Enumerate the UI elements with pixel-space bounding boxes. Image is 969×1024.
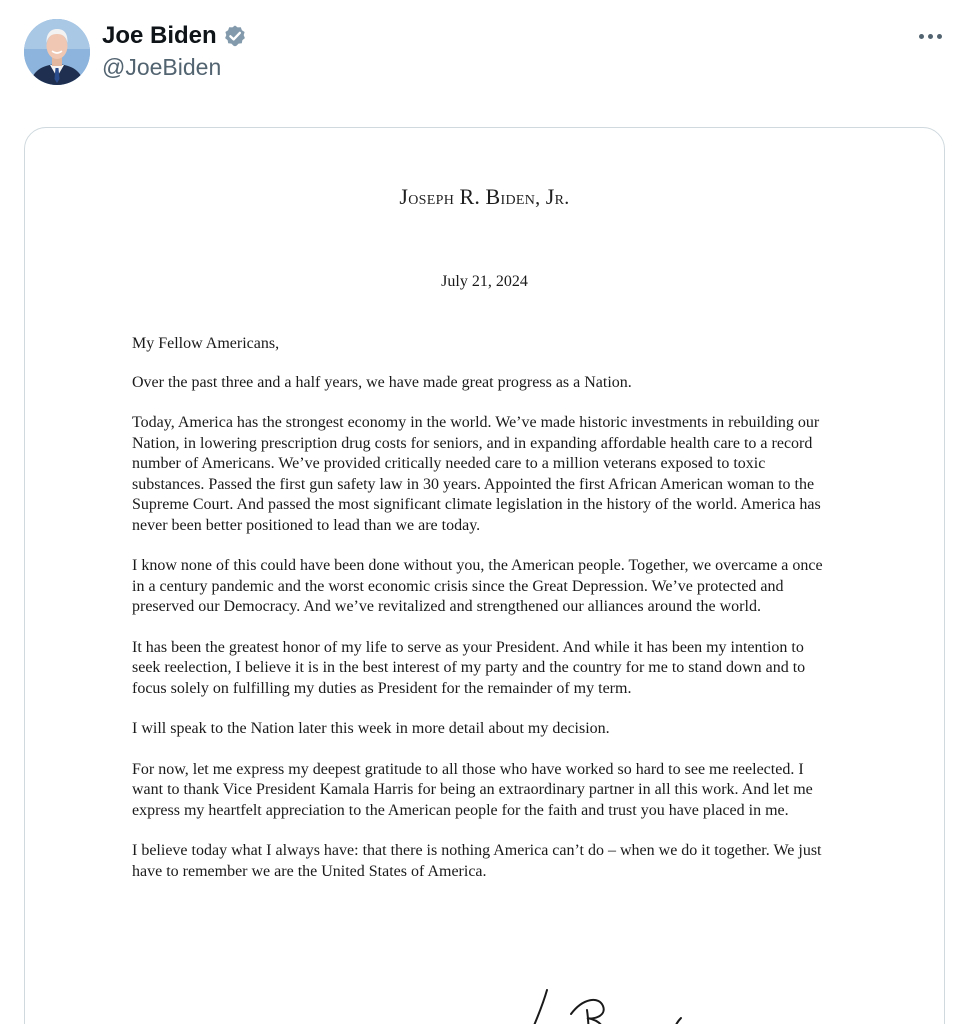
author-handle[interactable]: @JoeBiden (102, 54, 222, 80)
letter-paragraph: I believe today what I always have: that there is nothing America can’t do – when we do it together. We just have to remember we are the United States of America. (132, 842, 822, 880)
verified-badge-icon (223, 24, 247, 48)
post-media-image[interactable] (24, 127, 945, 1024)
author-display-name[interactable]: Joe Biden (102, 22, 217, 49)
avatar-portrait (24, 19, 90, 85)
letter-body (132, 334, 832, 902)
letterhead-middle-initial: R. (459, 184, 481, 209)
letter-paragraph: It has been the greatest honor of my life to serve as your President. And while it has been my intention to seek reelection, I believe it is in the best interest of my party and the country for me to stand down and to focus solely on fulfilling my duties as President for the remainder of my term. (132, 638, 806, 697)
letter-date: July 21, 2024 (441, 273, 528, 290)
handwritten-signature (495, 984, 695, 1024)
letterhead-suffix-initial: J (545, 184, 555, 209)
post-header (0, 0, 969, 100)
letterhead-last-initial: B (485, 184, 501, 209)
letterhead-first-initial: J (399, 184, 409, 209)
letter-paragraph: I will speak to the Nation later this week in more detail about my decision. (132, 720, 610, 737)
letter-paragraph: Today, America has the strongest economy in the world. We’ve made historic investments in rebuilding our Nation, in lowering prescription drug costs for seniors, and in expanding affordable health care to a record number of Americans. We’ve provided critically needed care to a million veterans exposed to toxic substances. Passed the first gun safety law in 30 years. Appointed the first African American woman to the Supreme Court. And passed the most significant climate legislation in the history of the world. America has never been better positioned to lead than we are today. (132, 414, 821, 534)
more-dot (919, 34, 924, 39)
letter-salutation: My Fellow Americans, (132, 335, 280, 352)
letterhead-last-rest: iden, (500, 187, 541, 209)
more-dot (937, 34, 942, 39)
more-horizontal-icon[interactable] (910, 20, 950, 52)
letterhead-suffix-rest: r. (554, 187, 570, 209)
avatar[interactable] (24, 19, 90, 85)
letter-paragraph: For now, let me express my deepest gratitude to all those who have worked so hard to see me reelected. I want to thank Vice President Kamala Harris for being an extraordinary partner in all this work. And let me express my heartfelt appreciation to the American people for the faith and trust you have placed in me. (132, 760, 813, 819)
letter-paragraph: I know none of this could have been done without you, the American people. Together, we overcame a once in a century pandemic and the worst economic crisis since the Great Depression. We’ve protected and preserved our Democracy. And we’ve revitalized and strengthened our alliances around the world. (132, 557, 823, 615)
letter-paragraph: Over the past three and a half years, we have made great progress as a Nation. (132, 373, 632, 391)
more-dot (928, 34, 933, 39)
letterhead (25, 184, 944, 210)
letterhead-first-rest: oseph (408, 187, 455, 209)
author-name-row (102, 21, 247, 51)
letter-document (25, 128, 944, 1024)
